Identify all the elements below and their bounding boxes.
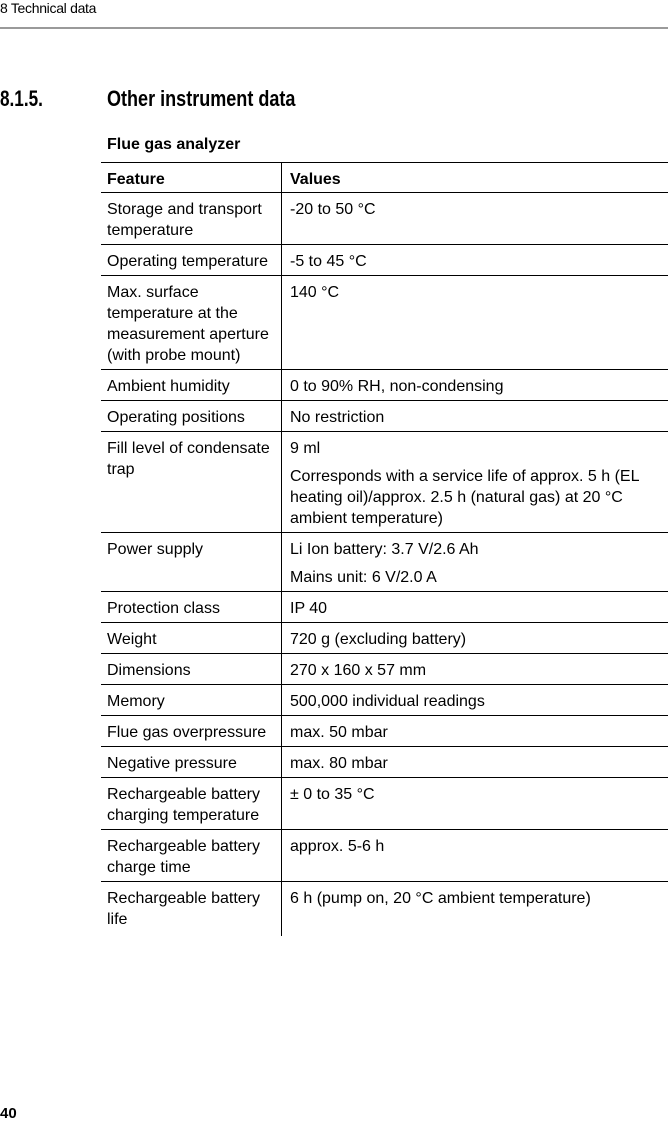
- value-text: Corresponds with a service life of approx. 5 h (EL heating oil)/approx. 2.5 h (natural gas) at 20 °C ambient temperature): [290, 468, 639, 527]
- feature-cell: Dimensions: [101, 654, 282, 685]
- feature-cell: Rechargeable battery charge time: [101, 830, 282, 882]
- page-number: 40: [0, 1105, 17, 1122]
- column-header-values: Values: [282, 163, 668, 193]
- value-text: 720 g (excluding battery): [290, 631, 467, 648]
- table-row: [101, 685, 668, 716]
- value-cell: [282, 882, 668, 937]
- feature-cell: Flue gas overpressure: [101, 716, 282, 747]
- value-text: No restriction: [290, 409, 385, 426]
- feature-cell: Fill level of condensate trap: [101, 432, 282, 533]
- value-text: Mains unit: 6 V/2.0 A: [290, 569, 437, 586]
- table-header-row: [101, 163, 668, 193]
- value-text: max. 80 mbar: [290, 755, 388, 772]
- column-header-feature: Feature: [101, 163, 282, 193]
- table-row: [101, 370, 668, 401]
- table-row: [101, 654, 668, 685]
- value-cell: [282, 193, 668, 245]
- feature-cell: Protection class: [101, 592, 282, 623]
- value-cell: [282, 778, 668, 830]
- table-row: [101, 882, 668, 937]
- feature-cell: Operating positions: [101, 401, 282, 432]
- spec-table: [101, 162, 668, 936]
- table-row: [101, 193, 668, 245]
- value-cell: [282, 716, 668, 747]
- value-text: -20 to 50 °C: [290, 201, 376, 218]
- feature-cell: Power supply: [101, 533, 282, 592]
- table-row: [101, 747, 668, 778]
- running-head: 8 Technical data: [0, 0, 97, 16]
- value-cell: [282, 592, 668, 623]
- value-text: 9 ml: [290, 440, 321, 457]
- value-text: 500,000 individual readings: [290, 693, 485, 710]
- value-text: Li Ion battery: 3.7 V/2.6 Ah: [290, 541, 479, 558]
- table-row: [101, 623, 668, 654]
- table-row: [101, 401, 668, 432]
- value-text: ± 0 to 35 °C: [290, 786, 375, 803]
- table-row: [101, 245, 668, 276]
- feature-cell: Rechargeable battery charging temperature: [101, 778, 282, 830]
- feature-cell: Rechargeable battery life: [101, 882, 282, 937]
- feature-cell: Storage and transport temperature: [101, 193, 282, 245]
- value-cell: [282, 830, 668, 882]
- table-row: [101, 276, 668, 370]
- table-row: [101, 830, 668, 882]
- value-text: 140 °C: [290, 284, 340, 301]
- value-text: 270 x 160 x 57 mm: [290, 662, 427, 679]
- table-body: [101, 193, 668, 937]
- value-text: -5 to 45 °C: [290, 253, 367, 270]
- value-cell: [282, 685, 668, 716]
- value-cell: [282, 276, 668, 370]
- feature-cell: Operating temperature: [101, 245, 282, 276]
- feature-cell: Ambient humidity: [101, 370, 282, 401]
- table-row: [101, 778, 668, 830]
- value-cell: [282, 401, 668, 432]
- feature-cell: Negative pressure: [101, 747, 282, 778]
- table-row: [101, 432, 668, 533]
- section-number: 8.1.5.: [0, 86, 43, 111]
- value-text: approx. 5-6 h: [290, 838, 385, 855]
- value-cell: [282, 747, 668, 778]
- value-cell: [282, 533, 668, 592]
- value-text: IP 40: [290, 600, 328, 617]
- table-row: [101, 716, 668, 747]
- feature-cell: Memory: [101, 685, 282, 716]
- table-row: [101, 592, 668, 623]
- feature-cell: Max. surface temperature at the measurement aperture (with probe mount): [101, 276, 282, 370]
- header-rule: [0, 27, 668, 29]
- value-text: 0 to 90% RH, non-condensing: [290, 378, 504, 395]
- value-text: 6 h (pump on, 20 °C ambient temperature): [290, 890, 591, 907]
- value-cell: [282, 432, 668, 533]
- section-title: Other instrument data: [107, 86, 296, 111]
- table-row: [101, 533, 668, 592]
- value-text: max. 50 mbar: [290, 724, 388, 741]
- table-caption: Flue gas analyzer: [107, 136, 241, 153]
- feature-cell: Weight: [101, 623, 282, 654]
- value-cell: [282, 623, 668, 654]
- value-cell: [282, 245, 668, 276]
- value-cell: [282, 654, 668, 685]
- value-cell: [282, 370, 668, 401]
